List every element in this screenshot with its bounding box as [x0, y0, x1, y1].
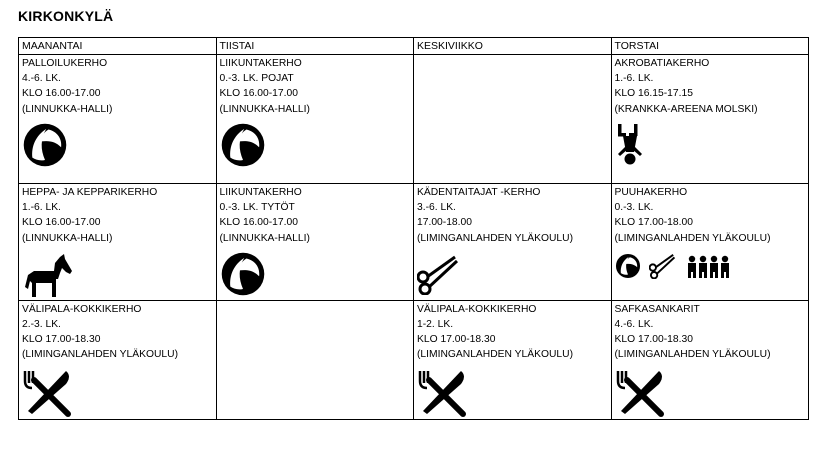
activity-name: AKROBATIAKERHO — [614, 58, 710, 69]
ball-icon — [22, 122, 68, 168]
grade-level: 2.-3. LK. — [22, 319, 61, 331]
activity-time: KLO 17.00-18.30 — [22, 334, 101, 346]
ball-icon — [220, 122, 266, 168]
schedule-table — [18, 37, 809, 420]
activity-time: KLO 16.00-17.00 — [22, 88, 101, 100]
scissors-icon — [417, 251, 461, 295]
activity-name: SAFKASANKARIT — [614, 303, 700, 315]
grade-level: 4.-6. LK. — [22, 73, 61, 85]
activity-name: LIIKUNTAKERHO — [219, 58, 302, 69]
icon-group — [615, 368, 806, 418]
grade-level: 4.-6. LK. — [614, 319, 654, 331]
acrobat-icon — [615, 122, 645, 168]
icon-group — [22, 251, 213, 299]
activity-place: (LIMINGANLAHDEN YLÄKOULU) — [614, 232, 771, 244]
cutlery-icon — [417, 368, 469, 418]
icon-group — [22, 368, 213, 418]
horse-icon — [22, 251, 74, 299]
ball-icon — [220, 251, 266, 297]
activity-cell — [216, 55, 414, 184]
scissors-icon — [649, 251, 677, 279]
activity-place: (LIMINGANLAHDEN YLÄKOULU) — [417, 232, 574, 244]
activity-time: KLO 16.00-17.00 — [219, 217, 298, 229]
icon-group — [417, 368, 608, 418]
activity-time: 17.00-18.00 — [417, 217, 472, 229]
activity-cell — [19, 300, 217, 419]
activity-cell — [611, 300, 809, 419]
activity-name: KÄDENTAITAJAT -KERHO — [417, 187, 541, 198]
table-row — [19, 184, 809, 301]
activity-cell — [216, 184, 414, 301]
activity-place: (LINNUKKA-HALLI) — [22, 232, 113, 244]
table-header-row — [19, 38, 809, 55]
day-header-wednesday: KESKIVIIKKO — [414, 38, 612, 55]
grade-level: 3.-6. LK. — [417, 202, 456, 214]
table-row — [19, 55, 809, 184]
activity-name: LIIKUNTAKERHO — [219, 187, 302, 198]
icon-group — [615, 122, 806, 168]
grade-level: 1.-6. LK. — [614, 73, 654, 85]
activity-place: (LINNUKKA-HALLI) — [219, 103, 310, 115]
activity-name: PUUHAKERHO — [614, 187, 688, 198]
activity-time: KLO 16.00-17.00 — [22, 217, 101, 229]
activity-cell — [611, 184, 809, 301]
activity-cell — [611, 55, 809, 184]
cutlery-icon — [615, 368, 667, 418]
activity-place: (LINNUKKA-HALLI) — [22, 103, 113, 115]
icon-group — [417, 251, 608, 295]
activity-cell — [19, 55, 217, 184]
page-title: KIRKONKYLÄ — [18, 8, 114, 24]
empty-cell — [216, 300, 414, 419]
activity-name: HEPPA- JA KEPPARIKERHO — [22, 187, 158, 198]
activity-time: KLO 17.00-18.00 — [614, 217, 693, 229]
day-header-tuesday: TIISTAI — [216, 38, 414, 55]
icon-group — [220, 122, 411, 168]
table-row — [19, 300, 809, 419]
day-header-monday: MAANANTAI — [19, 38, 217, 55]
activity-time: KLO 16.15-17.15 — [614, 88, 693, 100]
icon-group — [220, 251, 411, 297]
grade-level: 0.-3. LK. — [614, 202, 654, 214]
ball-icon — [615, 253, 641, 279]
activity-name: VÄLIPALA-KOKKIKERHO — [417, 303, 537, 315]
cutlery-icon — [22, 368, 74, 418]
activity-place: (LIMINGANLAHDEN YLÄKOULU) — [417, 349, 574, 361]
activity-time: KLO 17.00-18.30 — [417, 334, 496, 346]
empty-cell — [414, 55, 612, 184]
activity-place: (LIMINGANLAHDEN YLÄKOULU) — [614, 349, 771, 361]
activity-cell — [414, 300, 612, 419]
grade-level: 1.-6. LK. — [22, 202, 61, 214]
grade-level: 0.-3. LK. POJAT — [219, 73, 294, 85]
activity-place: (KRANKKA-AREENA MOLSKI) — [614, 103, 758, 115]
activity-name: PALLOILUKERHO — [22, 58, 108, 69]
activity-cell — [19, 184, 217, 301]
activity-cell — [414, 184, 612, 301]
grade-level: 1-2. LK. — [417, 319, 454, 331]
group-icon — [685, 255, 735, 279]
activity-time: KLO 16.00-17.00 — [219, 88, 298, 100]
grade-level: 0.-3. LK. TYTÖT — [219, 202, 295, 214]
activity-place: (LINNUKKA-HALLI) — [219, 232, 310, 244]
activity-place: (LIMINGANLAHDEN YLÄKOULU) — [22, 349, 179, 361]
activity-name: VÄLIPALA-KOKKIKERHO — [22, 303, 142, 315]
icon-group — [22, 122, 213, 168]
icon-group — [615, 251, 806, 279]
activity-time: KLO 17.00-18.30 — [614, 334, 693, 346]
day-header-thursday: TORSTAI — [611, 38, 809, 55]
